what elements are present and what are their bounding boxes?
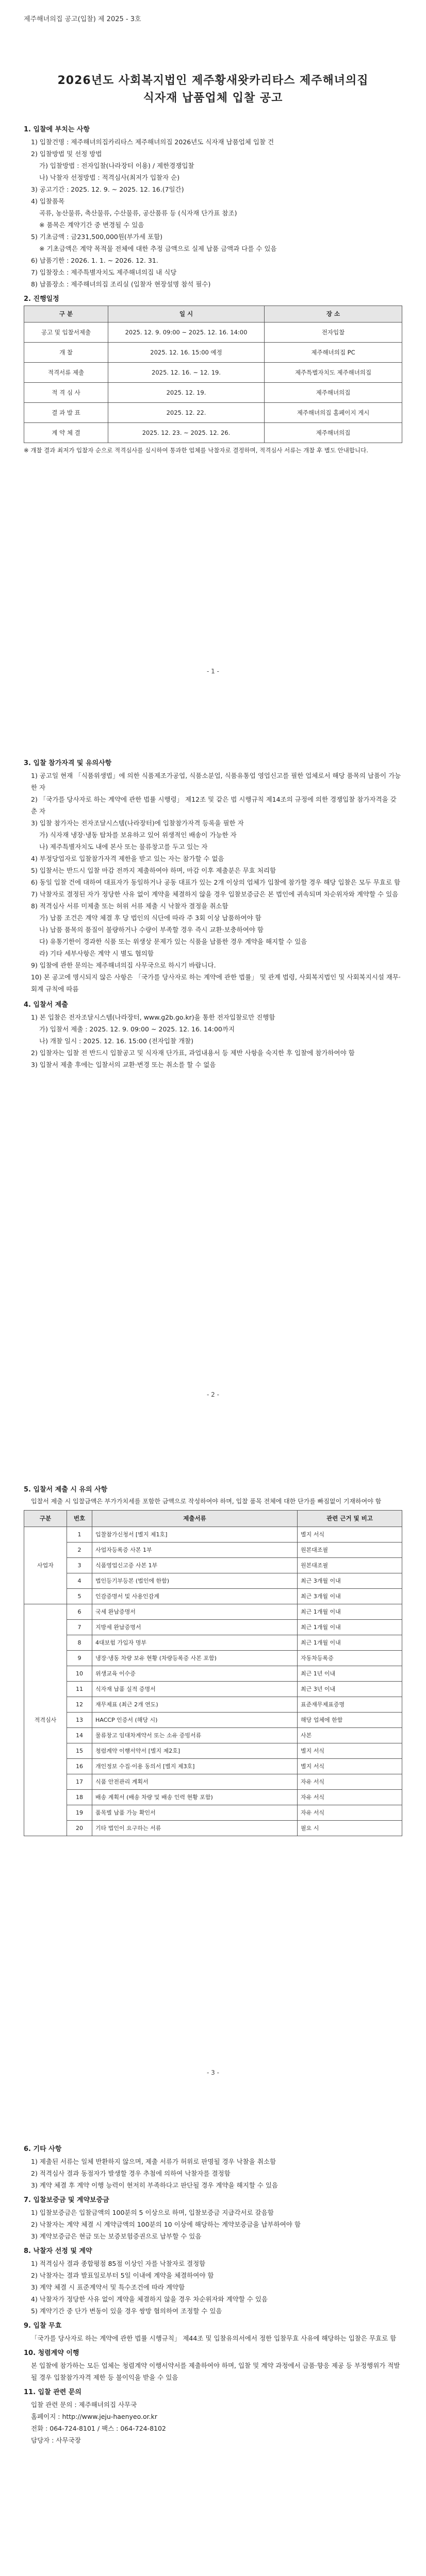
list-item: 1) 적격심사 결과 종합평점 85점 이상인 자를 낙찰자로 결정함: [31, 2260, 206, 2267]
table-cell: 자동차등록증: [298, 1651, 402, 1666]
table-cell: 위생교육 이수증: [92, 1666, 298, 1682]
list-item: 2) 적격심사 결과 동점자가 발생할 경우 추첨에 의하여 낙찰자를 결정함: [31, 2170, 231, 2177]
table-cell: 품목별 납품 가능 확인서: [92, 1805, 298, 1821]
list-item: 가) 입찰방법 : 전자입찰(나라장터 이용) / 제한경쟁입찰: [39, 162, 194, 170]
table-header: 일 시: [108, 306, 265, 323]
list-item: 10) 본 공고에 명시되지 않은 사항은 「국가를 당사자로 하는 계약에 관한 법률」 및 관계 법령, 사회복지법인 및 사회복지시설 재무·회계 규칙에 따름: [31, 973, 401, 993]
page-number: - 2 -: [207, 1391, 219, 1398]
table-cell: 최근 3개월 이내: [298, 1589, 402, 1604]
table-row: [24, 343, 402, 363]
table-cell: 1: [67, 1527, 92, 1543]
table-cell: 11: [67, 1682, 92, 1697]
section-9-heading: 9. 입찰 무효: [24, 2322, 62, 2330]
table-cell: 최근 1년 이내: [298, 1666, 402, 1682]
list-item: 가) 납품 조건은 계약 체결 후 당 법인의 식단에 따라 주 3회 이상 납품하여야 함: [39, 914, 261, 922]
list-item: 1) 본 입찰은 전자조달시스템(나라장터, www.g2b.go.kr)을 통한 전자입찰로만 진행함: [31, 1013, 275, 1021]
table-header: 번호: [67, 1511, 92, 1527]
section-3: [24, 757, 402, 1071]
table-cell: 자유 서식: [298, 1774, 402, 1790]
table-cell: 필요 시: [298, 1821, 402, 1836]
table-cell: 20: [67, 1821, 92, 1836]
section-10-heading: 10. 청렴계약 이행: [24, 2349, 79, 2357]
table-row: [24, 1759, 402, 1774]
list-item: 4) 입찰품목: [31, 197, 65, 205]
table-cell: 17: [67, 1774, 92, 1790]
page-number: - 3 -: [207, 2069, 219, 2076]
table-cell: 7: [67, 1620, 92, 1635]
list-item: 가) 입찰서 제출 : 2025. 12. 9. 09:00 ~ 2025. 12. 16. 14:00까지: [39, 1025, 235, 1033]
table-cell: 사업자: [24, 1527, 67, 1604]
table-row: [24, 1635, 402, 1651]
list-item: 5) 입찰서는 반드시 입찰 마감 전까지 제출하여야 하며, 마감 이후 제출분은 무효 처리함: [31, 867, 276, 874]
table-row: [24, 323, 402, 343]
list-item: 나) 제주특별자치도 내에 본사 또는 물류창고를 두고 있는 자: [39, 843, 208, 851]
section-1-heading: 1. 입찰에 부치는 사항: [24, 126, 90, 133]
table-row: [24, 1651, 402, 1666]
table-cell: 19: [67, 1805, 92, 1821]
table-row: [24, 383, 402, 403]
table-cell: HACCP 인증서 (해당 시): [92, 1713, 298, 1728]
section-1: [24, 124, 402, 455]
table-cell: 5: [67, 1589, 92, 1604]
table-row: [24, 363, 402, 383]
table-cell: 10: [67, 1666, 92, 1682]
table-cell: 최근 1개월 이내: [298, 1620, 402, 1635]
table-row: [24, 1743, 402, 1759]
section-3-heading: 3. 입찰 참가자격 및 유의사항: [24, 759, 112, 767]
table-cell: 13: [67, 1713, 92, 1728]
table-cell: 2025. 12. 9. 09:00 ~ 2025. 12. 16. 14:00: [108, 323, 265, 343]
table-cell: 2025. 12. 23. ~ 2025. 12. 26.: [108, 423, 265, 443]
table-cell: 별지 서식: [298, 1759, 402, 1774]
table-row: [24, 1805, 402, 1821]
table-cell: 2: [67, 1543, 92, 1558]
table-cell: 14: [67, 1728, 92, 1743]
list-item: 3) 계약보증금은 현금 또는 보증보험증권으로 납부할 수 있음: [31, 2232, 202, 2240]
table-row: [24, 1790, 402, 1805]
section-5-intro: 입찰서 제출 시 입찰금액은 부가가치세를 포함한 금액으로 작성하여야 하며, 입찰 품목 전체에 대한 단가를 빠짐없이 기재하여야 함: [31, 1498, 382, 1505]
list-item: 1) 입찰건명 : 제주해녀의집카리타스 제주해녀의집 2026년도 식자재 납품업체 입찰 건: [31, 138, 274, 146]
table-cell: 인감증명서 및 사용인감계: [92, 1589, 298, 1604]
table-cell: 입찰참가신청서 [별지 제1호]: [92, 1527, 298, 1543]
schedule-note: ※ 개찰 결과 최저가 입찰자 순으로 적격심사를 실시하여 통과한 업체를 낙찰자로 결정하며, 적격심사 서류는 개찰 후 별도 안내합니다.: [24, 447, 368, 454]
table-cell: 자유 서식: [298, 1805, 402, 1821]
list-item: 9) 입찰에 관한 문의는 제주해녀의집 사무국으로 하시기 바랍니다.: [31, 961, 216, 969]
table-cell: 적 격 심 사: [24, 383, 108, 403]
list-item: 7) 입찰장소 : 제주특별자치도 제주해녀의집 내 식당: [31, 268, 177, 276]
table-cell: 법인등기부등본 (법인에 한함): [92, 1573, 298, 1589]
list-item: 7) 낙찰자로 결정된 자가 정당한 사유 없이 계약을 체결하지 않을 경우 입찰보증금은 본 법인에 귀속되며 차순위자와 계약할 수 있음: [31, 890, 399, 898]
section-11-heading: 11. 입찰 관련 문의: [24, 2388, 81, 2396]
table-row: [24, 1589, 402, 1604]
list-item: 3) 공고기간 : 2025. 12. 9. ~ 2025. 12. 16.(7일간): [31, 185, 184, 193]
table-cell: 12: [67, 1697, 92, 1713]
section-7-heading: 7. 입찰보증금 및 계약보증금: [24, 2196, 109, 2204]
table-cell: 식자재 납품 실적 증명서: [92, 1682, 298, 1697]
table-cell: 4: [67, 1573, 92, 1589]
list-item: 나) 개찰 일시 : 2025. 12. 16. 15:00 (전자입찰 개찰): [39, 1037, 193, 1045]
list-item: 라) 기타 세부사항은 계약 시 별도 협의함: [39, 950, 154, 957]
table-cell: 원본대조필: [298, 1543, 402, 1558]
table-cell: 개인정보 수집·이용 동의서 [별지 제3호]: [92, 1759, 298, 1774]
list-item: 8) 적격심사 서류 미제출 또는 허위 서류 제출 시 낙찰자 결정을 취소함: [31, 902, 228, 910]
list-item: 5) 기초금액 : 금231,500,000원(부가세 포함): [31, 233, 163, 241]
table-cell: 제주해녀의집 PC: [265, 343, 402, 363]
table-row: [24, 1543, 402, 1558]
schedule-table: [24, 306, 402, 443]
list-item: 3) 계약 체결 후 계약 이행 능력이 현저히 부족하다고 판단될 경우 계약을 해지할 수 있음: [31, 2181, 278, 2189]
table-cell: 16: [67, 1759, 92, 1774]
table-cell: 식품 안전관리 계획서: [92, 1774, 298, 1790]
list-item: 3) 계약 체결 시 표준계약서 및 특수조건에 따라 계약함: [31, 2283, 185, 2291]
document-table: [24, 1510, 402, 1836]
document-number: 제주해녀의집 공고(입찰) 제 2025 - 3호: [24, 15, 141, 23]
table-row: [24, 1774, 402, 1790]
table-cell: 제주해녀의집: [265, 423, 402, 443]
list-item: 2) 낙찰자는 계약 체결 시 계약금액의 100분의 10 이상에 해당하는 계약보증금을 납부하여야 함: [31, 2221, 301, 2228]
section-6-11: [24, 2143, 402, 2446]
list-item: 3) 입찰 참가자는 전자조달시스템(나라장터)에 입찰참가자격 등록을 필한 자: [31, 819, 244, 827]
table-cell: 물류창고 임대차계약서 또는 소유 증빙서류: [92, 1728, 298, 1743]
table-cell: 별지 서식: [298, 1527, 402, 1543]
list-item: 2) 「국가를 당사자로 하는 계약에 관한 법률 시행령」 제12조 및 같은 법 시행규칙 제14조의 규정에 의한 경쟁입찰 참가자격을 갖춘 자: [31, 795, 397, 815]
table-row: [24, 423, 402, 443]
table-header: 관련 근거 및 비고: [298, 1511, 402, 1527]
list-item: 2) 입찰자는 입찰 전 반드시 입찰공고 및 식자재 단가표, 과업내용서 등 제반 사항을 숙지한 후 입찰에 참가하여야 함: [31, 1049, 355, 1057]
list-item: 8) 납품장소 : 제주해녀의집 조리실 (입찰자 현장설명 참석 필수): [31, 280, 211, 288]
table-cell: 청렴계약 이행서약서 [별지 제2호]: [92, 1743, 298, 1759]
section-8-heading: 8. 낙찰자 선정 및 계약: [24, 2247, 92, 2255]
section-4-heading: 4. 입찰서 제출: [24, 1001, 68, 1009]
table-row: [24, 1558, 402, 1573]
table-cell: 2025. 12. 16. 15:00 예정: [108, 343, 265, 363]
list-item: 가) 식자재 냉장·냉동 탑차를 보유하고 있어 위생적인 배송이 가능한 자: [39, 831, 237, 839]
table-header: 구분: [24, 1511, 67, 1527]
section-2-heading: 2. 진행일정: [24, 295, 59, 303]
table-header: 장 소: [265, 306, 402, 323]
section-5: [24, 1484, 402, 1836]
title-line-1: 2026년도 사회복지법인 제주황새왓카리타스 제주해녀의집: [57, 74, 369, 87]
list-item: 3) 입찰서 제출 후에는 입찰서의 교환·변경 또는 취소를 할 수 없음: [31, 1061, 216, 1069]
section-6-heading: 6. 기타 사항: [24, 2145, 62, 2153]
table-cell: 기타 법인이 요구하는 서류: [92, 1821, 298, 1836]
table-cell: 18: [67, 1790, 92, 1805]
table-cell: 최근 1개월 이내: [298, 1635, 402, 1651]
list-item: 6) 동일 입찰 건에 대하여 대표자가 동일하거나 공동 대표가 있는 2개 이상의 업체가 입찰에 참가할 경우 해당 입찰은 모두 무효로 함: [31, 878, 401, 886]
document-title: [24, 72, 402, 107]
section-9-text: 「국가를 당사자로 하는 계약에 관한 법률 시행규칙」 제44조 및 입찰유의서에서 정한 입찰무효 사유에 해당하는 입찰은 무효로 함: [31, 2334, 397, 2342]
table-cell: 적격심사: [24, 1604, 67, 1836]
list-item: 1) 공고일 현재 「식품위생법」에 의한 식품제조가공업, 식품소분업, 식품유통업 영업신고를 필한 업체로서 해당 품목의 납품이 가능한 자: [31, 772, 401, 791]
table-cell: 15: [67, 1743, 92, 1759]
table-row: [24, 1666, 402, 1682]
table-cell: 자유 서식: [298, 1790, 402, 1805]
list-item: 입찰 관련 문의 : 제주해녀의집 사무국: [31, 2401, 137, 2409]
table-cell: 별지 서식: [298, 1743, 402, 1759]
section-5-heading: 5. 입찰서 제출 시 유의 사항: [24, 1486, 108, 1494]
table-cell: 국세 완납증명서: [92, 1604, 298, 1620]
list-item: ※ 기초금액은 계약 목적물 전체에 대한 추정 금액으로 실제 납품 금액과 다를 수 있음: [39, 245, 277, 252]
table-cell: 9: [67, 1651, 92, 1666]
table-cell: 6: [67, 1604, 92, 1620]
table-cell: 개 찰: [24, 343, 108, 363]
table-header: 구 분: [24, 306, 108, 323]
list-item: 담당자 : 사무국장: [31, 2436, 81, 2444]
table-cell: 원본대조필: [298, 1558, 402, 1573]
list-item: 나) 납품 품목의 품질이 불량하거나 수량이 부족할 경우 즉시 교환·보충하여야 함: [39, 926, 264, 934]
table-cell: 공고 및 입찰서제출: [24, 323, 108, 343]
table-cell: 3: [67, 1558, 92, 1573]
table-header: 제출서류: [92, 1511, 298, 1527]
table-cell: 표준재무제표증명: [298, 1697, 402, 1713]
table-cell: 최근 1개월 이내: [298, 1604, 402, 1620]
table-cell: 2025. 12. 22.: [108, 403, 265, 423]
list-item: ※ 품목은 계약기간 중 변경될 수 있음: [39, 221, 144, 229]
list-item: 나) 낙찰자 선정방법 : 적격심사(최저가 입찰자 순): [39, 174, 180, 181]
table-cell: 계 약 체 결: [24, 423, 108, 443]
list-item: 2) 입찰방법 및 선정 방법: [31, 150, 102, 158]
table-row: [24, 1682, 402, 1697]
table-cell: 최근 3년 이내: [298, 1682, 402, 1697]
list-item: 1) 입찰보증금은 입찰금액의 100분의 5 이상으로 하며, 입찰보증금 지급각서로 갈음함: [31, 2209, 274, 2216]
table-cell: 2025. 12. 16. ~ 12. 19.: [108, 363, 265, 383]
table-cell: 제주해녀의집: [265, 383, 402, 403]
list-item: 4) 낙찰자가 정당한 사유 없이 계약을 체결하지 않을 경우 차순위자와 계약할 수 있음: [31, 2295, 268, 2303]
table-cell: 식품영업신고증 사본 1부: [92, 1558, 298, 1573]
table-cell: 배송 계획서 (배송 차량 및 배송 인력 현황 포함): [92, 1790, 298, 1805]
table-cell: 지방세 완납증명서: [92, 1620, 298, 1635]
table-cell: 사본: [298, 1728, 402, 1743]
page-number: - 1 -: [207, 668, 219, 675]
table-cell: 제주특별자치도 제주해녀의집: [265, 363, 402, 383]
table-cell: 최근 3개월 이내: [298, 1573, 402, 1589]
table-row: [24, 1620, 402, 1635]
title-line-2: 식자재 납품업체 입찰 공고: [143, 92, 283, 105]
list-item: 다) 유통기한이 경과한 식품 또는 위생상 문제가 있는 식품을 납품한 경우 계약을 해지할 수 있음: [39, 938, 307, 945]
table-cell: 2025. 12. 19.: [108, 383, 265, 403]
table-cell: 적격서류 제출: [24, 363, 108, 383]
list-item: 1) 제출된 서류는 일체 반환하지 않으며, 제출 서류가 허위로 판명될 경우 낙찰을 취소함: [31, 2158, 276, 2165]
table-cell: 재무제표 (최근 2개 연도): [92, 1697, 298, 1713]
table-cell: 제주해녀의집 홈페이지 게시: [265, 403, 402, 423]
table-row: [24, 1728, 402, 1743]
table-row: [24, 1713, 402, 1728]
list-item: 전화 : 064-724-8101 / 팩스 : 064-724-8102: [31, 2425, 166, 2432]
table-cell: 8: [67, 1635, 92, 1651]
table-cell: 결 과 발 표: [24, 403, 108, 423]
table-row: [24, 1573, 402, 1589]
table-cell: 전자입찰: [265, 323, 402, 343]
list-item: 2) 낙찰자는 결과 발표일로부터 5일 이내에 계약을 체결하여야 함: [31, 2272, 214, 2279]
list-item: 5) 계약기간 중 단가 변동이 있을 경우 쌍방 협의하여 조정할 수 있음: [31, 2307, 222, 2315]
table-row: [24, 1604, 402, 1620]
list-item: 6) 납품기한 : 2026. 1. 1. ~ 2026. 12. 31.: [31, 257, 158, 264]
section-10-text: 본 입찰에 참가하는 모든 업체는 청렴계약 이행서약서를 제출하여야 하며, 입찰 및 계약 과정에서 금품·향응 제공 등 부정행위가 적발될 경우 입찰참가자격 제한 등 불이익을 받을 수 있음: [31, 2362, 400, 2381]
table-row: [24, 1527, 402, 1543]
table-cell: 사업자등록증 사본 1부: [92, 1543, 298, 1558]
table-cell: 4대보험 가입자 명부: [92, 1635, 298, 1651]
table-cell: 냉장·냉동 차량 보유 현황 (차량등록증 사본 포함): [92, 1651, 298, 1666]
table-row: [24, 1697, 402, 1713]
table-row: [24, 403, 402, 423]
list-item: 홈페이지 : http://www.jeju-haenyeo.or.kr: [31, 2413, 157, 2420]
table-cell: 해당 업체에 한함: [298, 1713, 402, 1728]
list-item: 곡류, 농산물류, 축산물류, 수산물류, 공산품류 등 (식자재 단가표 참조): [39, 209, 237, 217]
list-item: 4) 부정당업자로 입찰참가자격 제한을 받고 있는 자는 참가할 수 없음: [31, 855, 224, 862]
table-row: [24, 1821, 402, 1836]
